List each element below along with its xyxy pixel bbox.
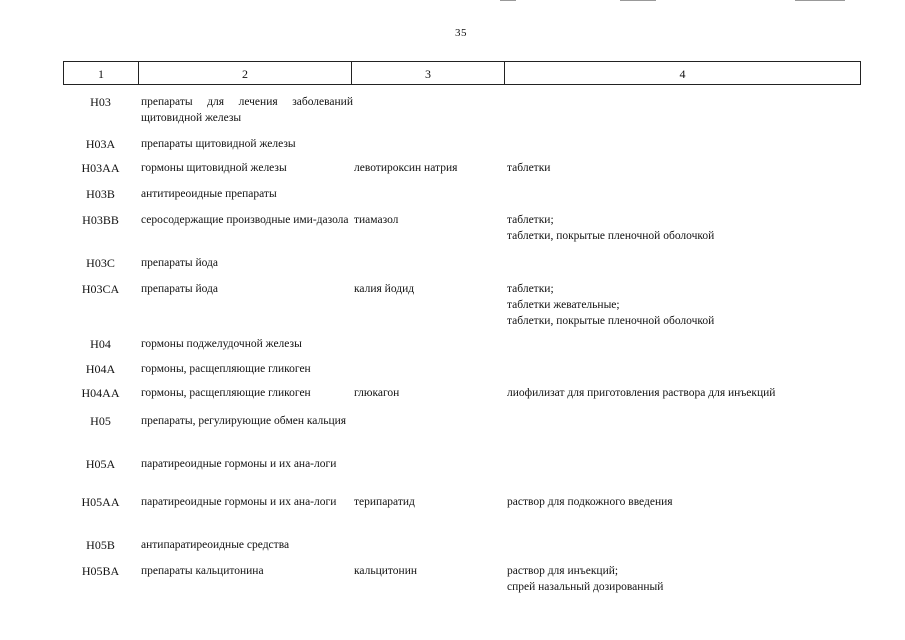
dosage-form: таблетки [507, 162, 551, 174]
scan-artifact [620, 0, 656, 1]
group-name: серосодержащие производные ими-дазола [141, 214, 349, 226]
atc-code: H03CA [81, 282, 120, 296]
substance-name: тиамазол [354, 214, 399, 226]
atc-code: H05 [90, 414, 111, 428]
group-name: гормоны щитовидной железы [141, 162, 287, 174]
dosage-forms [507, 494, 861, 510]
dosage-form: таблетки, покрытые пленочной оболочкой [507, 315, 715, 327]
substance-name: левотироксин натрия [354, 162, 458, 174]
atc-code: H04AA [81, 386, 120, 400]
dosage-forms [507, 160, 861, 176]
group-name: препараты йода [141, 257, 218, 269]
dosage-form: спрей назальный дозированный [507, 581, 664, 593]
atc-code: H03 [90, 95, 111, 109]
dosage-forms [507, 212, 861, 244]
atc-code: H03AA [81, 161, 120, 175]
atc-code: H04 [90, 337, 111, 351]
group-name: препараты, регулирующие обмен кальция [141, 415, 347, 427]
dosage-form: таблетки; [507, 283, 554, 295]
group-name: препараты йода [141, 283, 218, 295]
header-col-1: 1 [64, 62, 139, 84]
group-name: антитиреоидные препараты [141, 188, 277, 200]
atc-code: H03BB [82, 213, 119, 227]
dosage-form: раствор для инъекций; [507, 565, 619, 577]
header-col-2: 2 [139, 62, 352, 84]
table-header [63, 61, 861, 85]
group-name: препараты для лечения заболеваний щитовидной железы [141, 96, 353, 124]
substance-name: кальцитонин [354, 565, 417, 577]
atc-code: H04A [85, 362, 116, 376]
scan-artifact [795, 0, 845, 1]
substance-name: калия йодид [354, 283, 415, 295]
substance-name: терипаратид [354, 496, 415, 508]
atc-code: H05B [86, 538, 115, 552]
substance-name: глюкагон [354, 387, 400, 399]
atc-code: H03A [85, 137, 116, 151]
dosage-form: таблетки, покрытые пленочной оболочкой [507, 230, 715, 242]
group-name: антипаратиреоидные средства [141, 539, 290, 551]
dosage-forms [507, 563, 861, 595]
atc-code: H03C [86, 256, 115, 270]
dosage-forms [507, 385, 861, 401]
atc-code: H05BA [81, 564, 120, 578]
atc-code: H05AA [81, 495, 120, 509]
dosage-form: лиофилизат для приготовления раствора для инъекций [507, 387, 776, 399]
header-col-4: 4 [679, 66, 686, 81]
dosage-forms [507, 281, 861, 329]
group-name: препараты щитовидной железы [141, 138, 296, 150]
page-number: 35 [455, 27, 467, 39]
dosage-form: таблетки жевательные; [507, 299, 620, 311]
header-col-3: 3 [352, 62, 505, 84]
group-name: паратиреоидные гормоны и их ана-логи [141, 458, 337, 470]
dosage-form: раствор для подкожного введения [507, 496, 673, 508]
atc-code: H03B [86, 187, 115, 201]
group-name: гормоны поджелудочной железы [141, 338, 302, 350]
group-name: гормоны, расщепляющие гликоген [141, 363, 311, 375]
scan-artifact [500, 0, 516, 1]
atc-code: H05A [85, 457, 116, 471]
group-name: гормоны, расщепляющие гликоген [141, 387, 311, 399]
group-name: препараты кальцитонина [141, 565, 264, 577]
dosage-form: таблетки; [507, 214, 554, 226]
group-name: паратиреоидные гормоны и их ана-логи [141, 496, 337, 508]
